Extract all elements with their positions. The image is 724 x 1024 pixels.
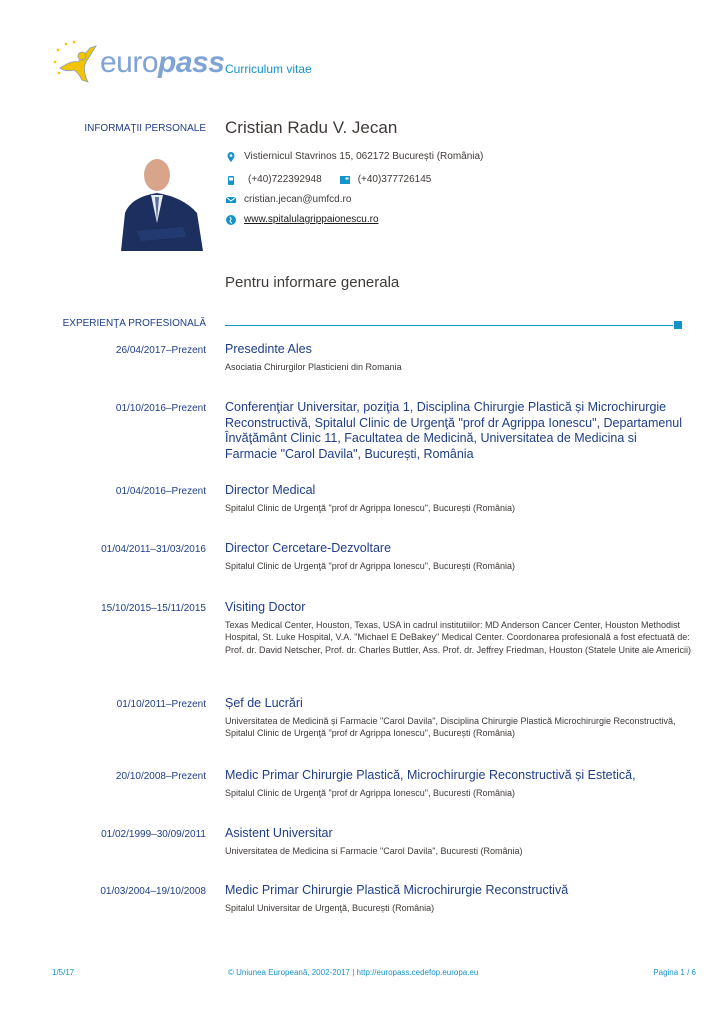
phone-icon bbox=[340, 175, 350, 185]
entry-title: Medic Primar Chirurgie Plastică, Microchirurgie Reconstructivă și Estetică, bbox=[225, 768, 636, 782]
mobile-number: (+40)722392948 bbox=[248, 174, 322, 185]
entry-date: 01/04/2011–31/03/2016 bbox=[101, 544, 206, 555]
email-link[interactable]: cristian.jecan@umfcd.ro bbox=[244, 194, 352, 205]
entry-date: 26/04/2017–Prezent bbox=[115, 345, 206, 356]
email-row bbox=[226, 194, 351, 205]
experience-label: EXPERIENŢA PROFESIONALĂ bbox=[62, 318, 206, 329]
cv-subtitle: Pentru informare generala bbox=[225, 274, 400, 291]
entry-date: 01/04/2016–Prezent bbox=[115, 486, 206, 497]
entry-title: Conferenţiar Universitar, poziţia 1, Disciplina Chirurgie Plastică și Microchirurgie Reconstructivă, Spitalul Clinic de Urgenţă "prof dr Agrippa Ionescu", Departamenul Învăţământ Clinic 11, Facultatea de Medicină, Universitatea de Medicina si Farmacie "Carol Davila", București, România bbox=[225, 400, 683, 461]
entry-description: Texas Medical Center, Houston, Texas, USA in cadrul institutiilor: MD Anderson Cancer Center, Houston Methodist Hospital, St. Luke Hospital, V.A. "Michael E DeBakey" Medical Center. Coordonarea profesională a fost efectuată de: Prof. dr. David Netscher, Prof. dr. Charles Buttler, Ass. Prof. dr. Jeffrey Friedman, Houston (Statele Unite ale Americii) bbox=[225, 620, 692, 655]
location-icon bbox=[226, 152, 236, 162]
entry-title: Director Cercetare-Dezvoltare bbox=[225, 541, 392, 555]
entry-date: 01/10/2016–Prezent bbox=[115, 403, 206, 414]
logo-text: europass bbox=[100, 46, 225, 79]
entry-description: Spitalul Universitar de Urgenţă, București (România) bbox=[225, 903, 435, 913]
entry-description: Universitatea de Medicină și Farmacie "Carol Davila", Disciplina Chirurgie Plastică Microchirurgie Reconstructivă, Spitalul Clinic de Urgenţă "prof dr Agrippa Ionescu", București (România) bbox=[225, 716, 676, 739]
entry-title: Asistent Universitar bbox=[225, 826, 333, 840]
website-link[interactable]: www.spitalulagrippaionescu.ro bbox=[244, 214, 379, 225]
entry-title: Presedinte Ales bbox=[225, 342, 312, 356]
profile-photo bbox=[117, 153, 205, 251]
personal-info-label: INFORMAŢII PERSONALE bbox=[84, 123, 206, 134]
entry-date: 01/03/2004–19/10/2008 bbox=[100, 886, 206, 897]
section-divider bbox=[225, 325, 673, 326]
entry-title: Director Medical bbox=[225, 483, 316, 497]
entry-title: Medic Primar Chirurgie Plastică Microchirurgie Reconstructivă bbox=[225, 883, 569, 897]
entry-title: Șef de Lucrări bbox=[225, 696, 303, 710]
entry-date: 15/10/2015–15/11/2015 bbox=[101, 603, 206, 614]
entry-description: Spitalul Clinic de Urgenţă "prof dr Agrippa Ionescu", București (România) bbox=[225, 503, 516, 513]
entry-description: Universitatea de Medicina si Farmacie "Carol Davila", Bucuresti (România) bbox=[225, 846, 523, 856]
section-divider-marker bbox=[674, 321, 682, 329]
website-icon bbox=[226, 215, 236, 225]
mobile-icon bbox=[226, 175, 236, 185]
phone-row bbox=[226, 174, 431, 185]
entry-description: Asociatia Chirurgilor Plasticieni din Romania bbox=[225, 362, 402, 372]
address: Vistiernicul Stavrinos 15, 062172 București (România) bbox=[244, 151, 484, 162]
footer-copyright[interactable]: © Uniunea Europeană, 2002-2017 | http://europass.cedefop.europa.eu bbox=[228, 968, 479, 977]
entry-date: 01/10/2011–Prezent bbox=[116, 699, 206, 710]
entry-date: 20/10/2008–Prezent bbox=[115, 771, 206, 782]
entry-date: 01/02/1999–30/09/2011 bbox=[101, 829, 206, 840]
footer-page-number: Pagina 1 / 6 bbox=[653, 968, 696, 977]
phone-number: (+40)377726145 bbox=[357, 174, 432, 185]
entry-title: Visiting Doctor bbox=[225, 600, 306, 614]
footer-date: 1/5/17 bbox=[52, 968, 75, 977]
entry-description: Spitalul Clinic de Urgenţă "prof dr Agrippa Ionescu", Bucuresti (România) bbox=[225, 788, 516, 798]
europass-star-figure-icon bbox=[52, 40, 102, 86]
address-row bbox=[226, 151, 483, 162]
website-row bbox=[226, 214, 379, 225]
person-name: Cristian Radu V. Jecan bbox=[225, 118, 398, 137]
document-title: Curriculum vitae bbox=[225, 62, 312, 76]
europass-logo bbox=[52, 40, 225, 90]
email-icon bbox=[226, 195, 236, 205]
entry-description: Spitalul Clinic de Urgenţă "prof dr Agrippa Ionescu", București (România) bbox=[225, 561, 516, 571]
